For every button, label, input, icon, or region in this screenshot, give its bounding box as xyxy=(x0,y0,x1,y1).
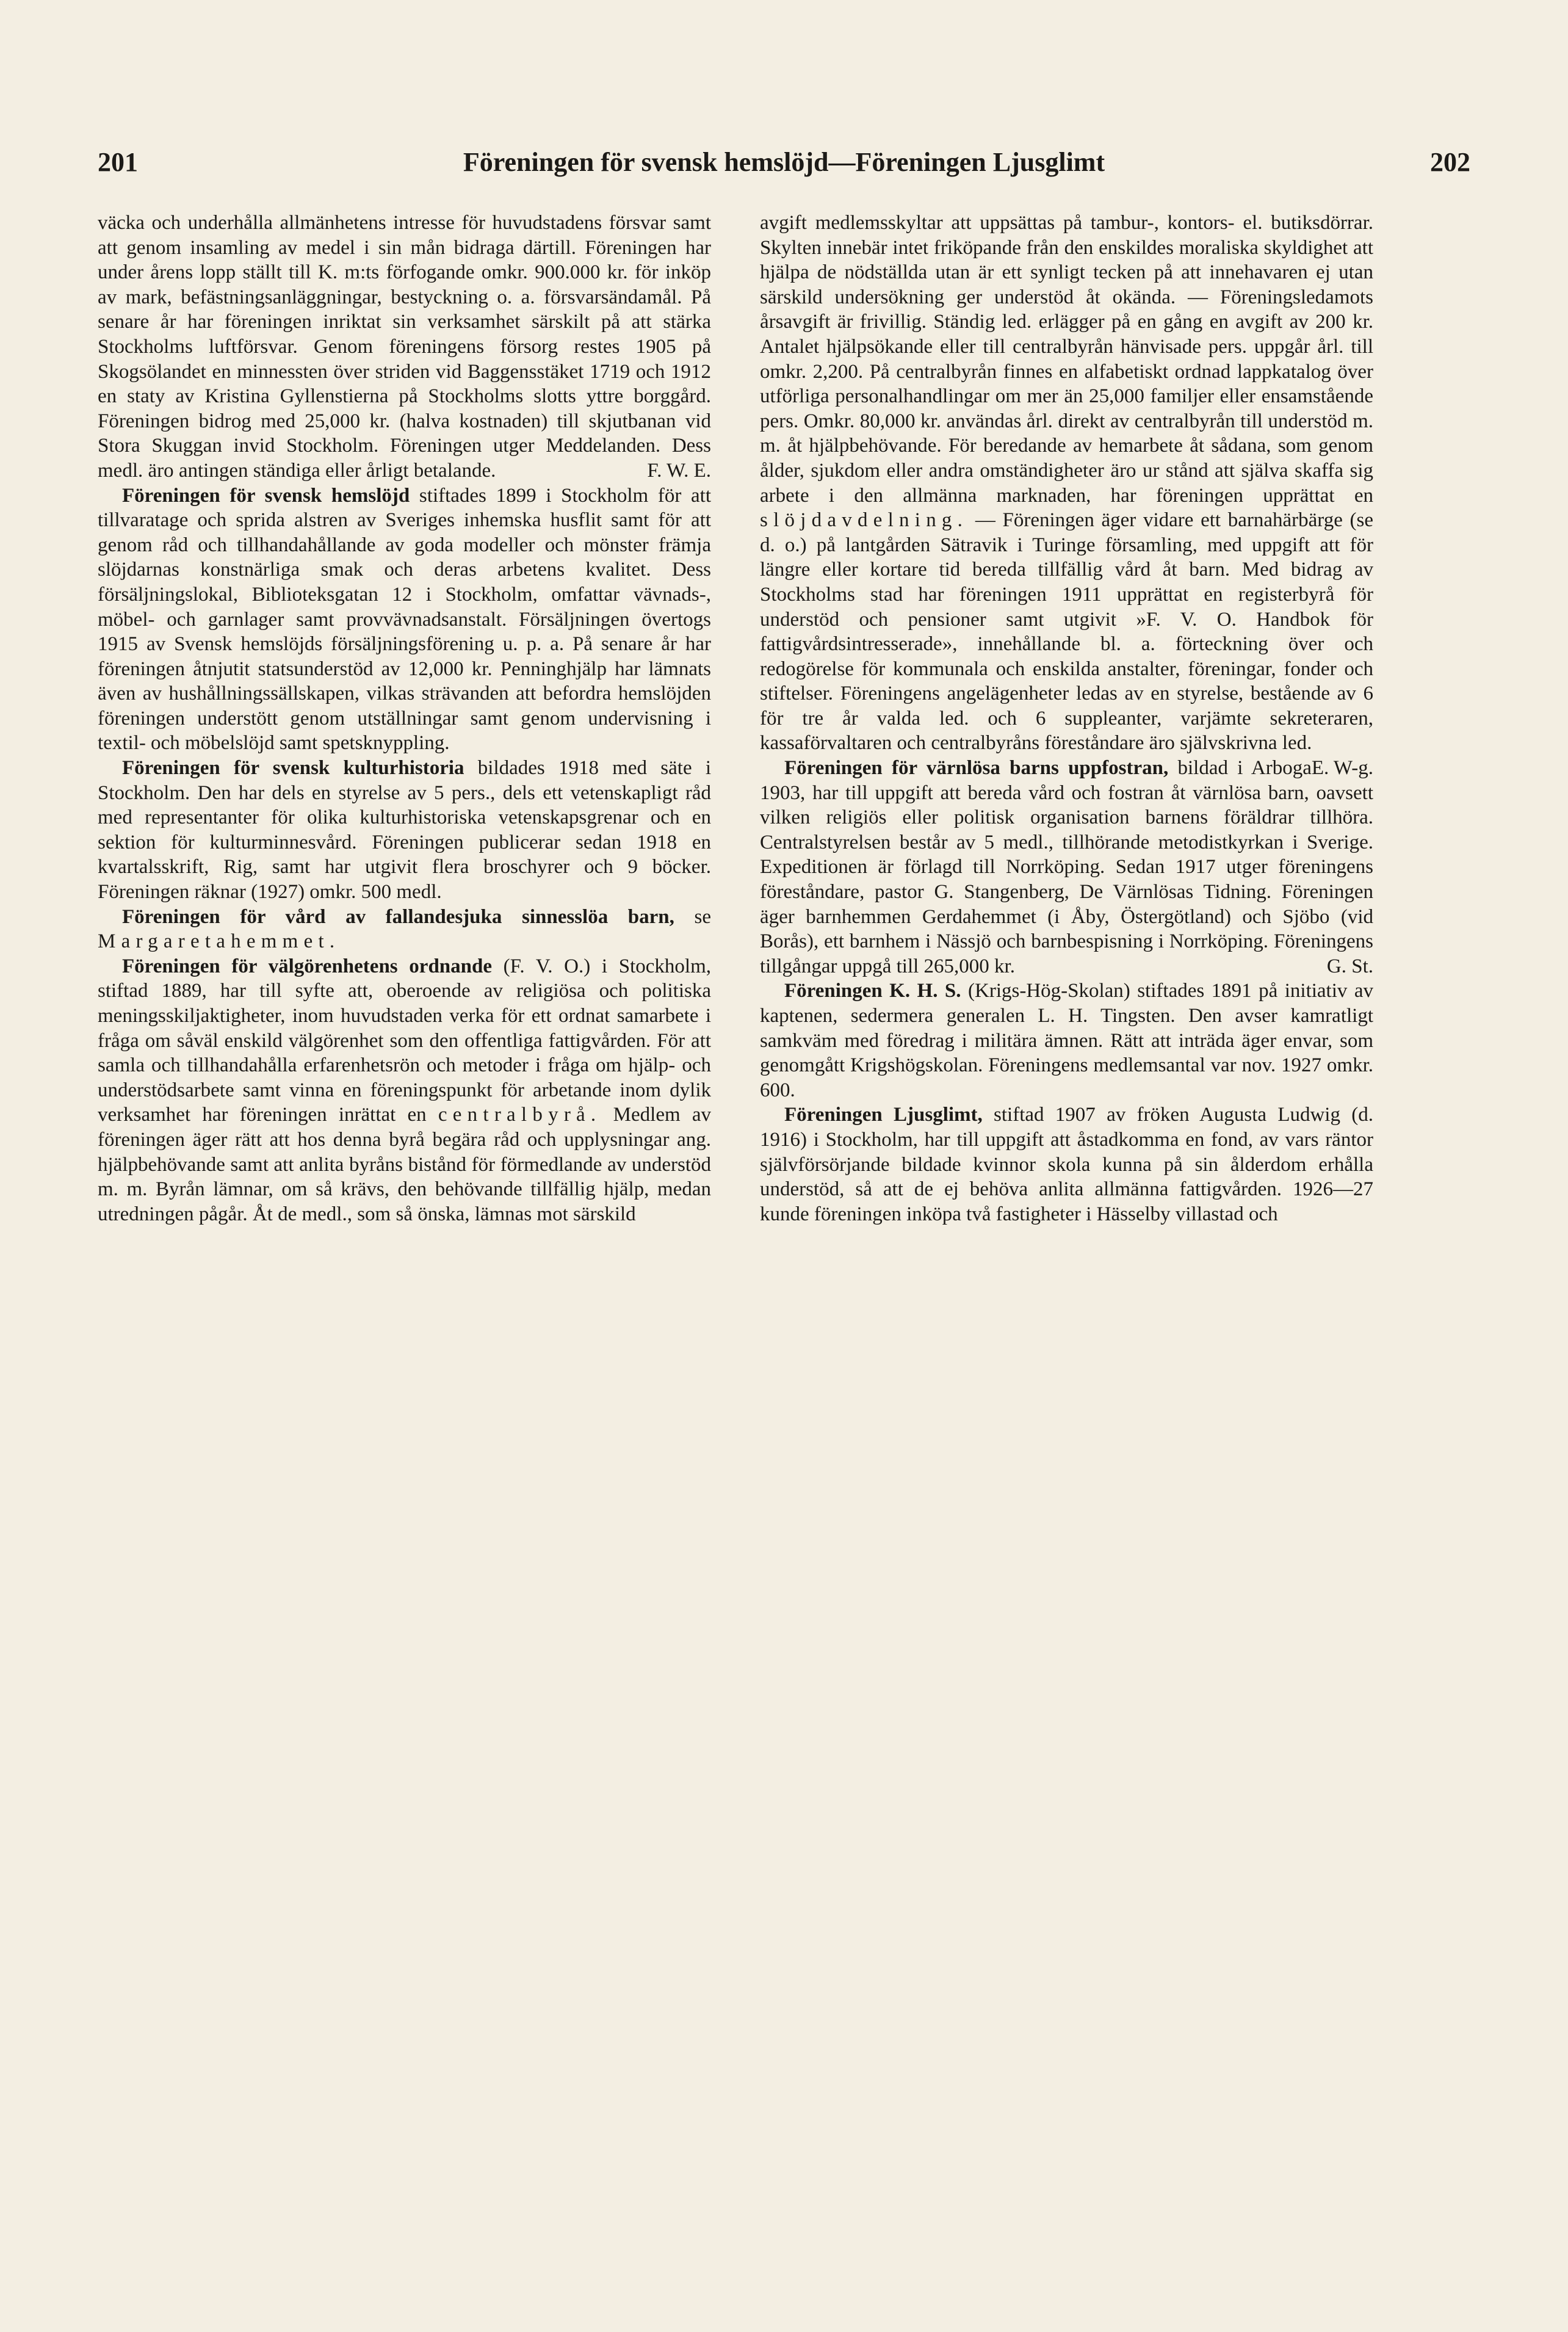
running-title: Föreningen för svensk hemslöjd—Föreningen Ljusglimt xyxy=(463,147,1105,177)
entry-headword: Föreningen K. H. S. xyxy=(784,980,961,1002)
entry-text-continued: — Föreningen äger vidare ett barnahärbärge (se d. o.) på lantgården Sätravik i Turinge församling, med uppgift att för längre eller kortare tid bereda tillfällig vård åt barn. Med bidrag av Stockholms stad har föreningen 1911 upprättat en registerbyrå för understöd och pensioner samt utgivit »F. V. O. Handbok för fattigvårdsintresserade», innehållande bl. a. förteckning över och redogörelse för kommunala och enskilda anstalter, föreningar, fonder och stiftelser. Föreningens angelägenheter ledas av en styrelse, bestående av 6 för tre år valda led. och 6 suppleanter, varjämte sekreteraren, kassaförvaltaren och centralbyråns föreståndare äro självskrivna led. xyxy=(760,509,1373,755)
entry-paragraph xyxy=(760,1103,1373,1226)
left-column xyxy=(98,211,711,2201)
entry-paragraph xyxy=(760,756,1373,979)
entry-paragraph xyxy=(98,211,711,483)
running-header xyxy=(98,147,1470,189)
entry-text: avgift medlemsskyltar att uppsättas på tambur-, kontors- el. butiksdörrar. Skylten innebär intet friköpande från den enskildes moraliska skyldighet att hjälpa de nödställda utan är ett synligt tecken på att innehavaren ej utan särskild undersökning ger understöd åt okända. — Föreningsledamots årsavgift är frivillig. Ständig led. erlägger på en gång en avgift av 200 kr. Antalet hjälpsökande eller till centralbyrån hänvisade pers. uppgår årl. till omkr. 2,200. På centralbyrån finnes en alfabetiskt ordnad lappkatalog över utförliga personalhandlingar om mer än 25,000 familjer eller ensamstående pers. Omkr. 80,000 kr. användas årl. direkt av centralbyrån till understöd m. m. åt hjälpbehövande. För beredande av hemarbete åt sådana, som genom ålder, sjukdom eller andra omständigheter äro ur stånd att själva skaffa sig arbete i den allmänna marknaden, har föreningen upprättat en xyxy=(760,212,1373,507)
entry-text: bildades 1918 med säte i Stockholm. Den har dels en styrelse av 5 pers., dels ett vetenskapligt råd med representanter för olika kulturhistoriska vetenskapsgrenar och en sektion för kulturminnesvård. Föreningen publicerar sedan 1918 en kvartalsskrift, Rig, samt har utgivit flera broschyrer och 9 böcker. Föreningen räknar (1927) omkr. 500 medl. xyxy=(98,757,711,903)
page-number-right: 202 xyxy=(1430,147,1470,177)
entry-headword: Föreningen Ljusglimt, xyxy=(784,1104,983,1126)
page-number-left: 201 xyxy=(98,147,138,177)
entry-headword: Föreningen för välgörenhetens ordnande xyxy=(122,955,493,977)
entry-headword: Föreningen för svensk hemslöjd xyxy=(122,484,410,507)
cross-reference: Margaretahemmet. xyxy=(98,930,341,953)
entry-paragraph xyxy=(760,979,1373,1103)
right-column xyxy=(760,211,1373,2201)
entry-paragraph xyxy=(98,905,711,954)
entry-headword: Föreningen för svensk kulturhistoria xyxy=(122,757,464,780)
entry-paragraph xyxy=(98,756,711,905)
entry-text: se xyxy=(674,905,711,928)
entry-paragraph xyxy=(98,954,711,1227)
author-signature: E. W-g. xyxy=(1311,757,1373,780)
entry-text: (Krigs-Hög-Skolan) stiftades 1891 på initiativ av kaptenen, sedermera generalen L. H. Tingsten. Den avser kamratligt samkväm med föredrag i militära ämnen. Rätt att inträda äger envar, som genomgått Krigshögskolan. Föreningens medlemsantal var nov. 1927 omkr. 600. xyxy=(760,980,1373,1101)
spaced-term: slöjdavdelning. xyxy=(760,509,969,532)
entry-headword: Föreningen för värnlösa barns uppfostran, xyxy=(784,757,1169,780)
entry-headword: Föreningen för vård av fallandesjuka sinnesslöa barn, xyxy=(122,905,674,928)
entry-text: bildad i Arboga 1903, har till uppgift att bereda vård och fostran åt värnlösa barn, oavsett vilken religiös eller politisk organisation barnens föräldrar tillhöra. Centralstyrelsen består av 5 medl., tillhörande metodistkyrkan i Sverige. Expeditionen är förlagd till Norrköping. Sedan 1917 utger föreningens föreståndare, pastor G. Stangenberg, De Värnlösas Tidning. Föreningen äger barnhemmen Gerdahemmet (i Åby, Östergötland) och Sjöbo (vid Borås), ett barnhem i Nässjö och barnbespisning i Norrköping. Föreningens tillgångar uppgå till 265,000 kr. xyxy=(760,757,1373,977)
author-signature: F. W. E. xyxy=(647,459,711,482)
entry-text: stiftad 1907 av fröken Augusta Ludwig (d. 1916) i Stockholm, har till uppgift att åstadkomma en fond, av vars räntor självförsörjande bildade kvinnor skola kunna på sin ålderdom erhålla understöd, så att de ej behöva anlita allmänna fattigvården. 1926—27 kunde föreningen inköpa två fastigheter i Hässelby villastad och xyxy=(760,1104,1373,1225)
entry-text: (F. V. O.) i Stockholm, stiftad 1889, har till syfte att, oberoende av religiösa och politiska meningsskiljaktigheter, inom huvudstaden verka för ett ordnat samarbete i fråga om såväl enskild välgörenhet som den offentliga fattigvården. För att samla och tillhandahålla erfarenhetsrön och metoder i fråga om hjälp- och understödsarbete samt vinna en föreningspunkt för arbetande inom dylik verksamhet har föreningen inrättat en xyxy=(98,955,711,1126)
entry-text: väcka och underhålla allmänhetens intresse för huvudstadens försvar samt att genom insamling av medel i sin mån bidraga därtill. Föreningen har under årens lopp ställt till K. m:ts förfogande omkr. 900.000 kr. för inköp av mark, befästningsanläggningar, bestyckning o. a. försvarsändamål. På senare år har föreningen inriktat sin verksamhet särskilt på att stärka Stockholms luftförsvar. Genom föreningens försorg restes 1905 på Skogsölandet en minnessten över striden vid Baggensstäket 1719 och 1912 en staty av Kristina Gyllenstierna på Stockholms slotts yttre borggård. Föreningen bidrog med 25,000 kr. (halva kostnaden) till skjutbanan vid Stora Skuggan invid Stockholm. Föreningen utger Meddelanden. Dess medl. äro antingen ständiga eller årligt betalande. xyxy=(98,212,711,482)
entry-text-continued: Medlem av föreningen äger rätt att hos denna byrå begära råd och upplysningar ang. hjälpbehövande samt att anlita byråns bistånd för förmedlande av understöd m. m. Byrån lämnar, om så krävs, den behövande tillfällig hjälp, medan utredningen pågår. Åt de medl., som så önska, lämnas mot särskild xyxy=(98,1104,711,1225)
spaced-term: centralbyrå. xyxy=(438,1104,602,1126)
entry-paragraph xyxy=(98,483,711,756)
author-signature: G. St. xyxy=(1326,955,1373,977)
entry-text: stiftades 1899 i Stockholm för att tillvaratage och sprida alstren av Sveriges inhemska husflit samt för att genom råd och tillhandahållande av goda modeller och mönster främja slöjdarnas konstnärliga smak och deras arbetens kvalitet. Dess försäljningslokal, Biblioteksgatan 12 i Stockholm, omfattar vävnads-, möbel- och garnlager samt provvävnadsanstalt. Försäljningen övertogs 1915 av Svensk hemslöjds försäljningsförening u. p. a. På senare år har föreningen åtnjutit statsunderstöd av 12,000 kr. Penninghjälp har lämnats även av hushållningssällskapen, vilkas strävanden att befordra hemslöjden föreningen understött genom utställningar samt genom undervisning i textil- och möbelslöjd samt spetsknyppling. xyxy=(98,484,711,755)
